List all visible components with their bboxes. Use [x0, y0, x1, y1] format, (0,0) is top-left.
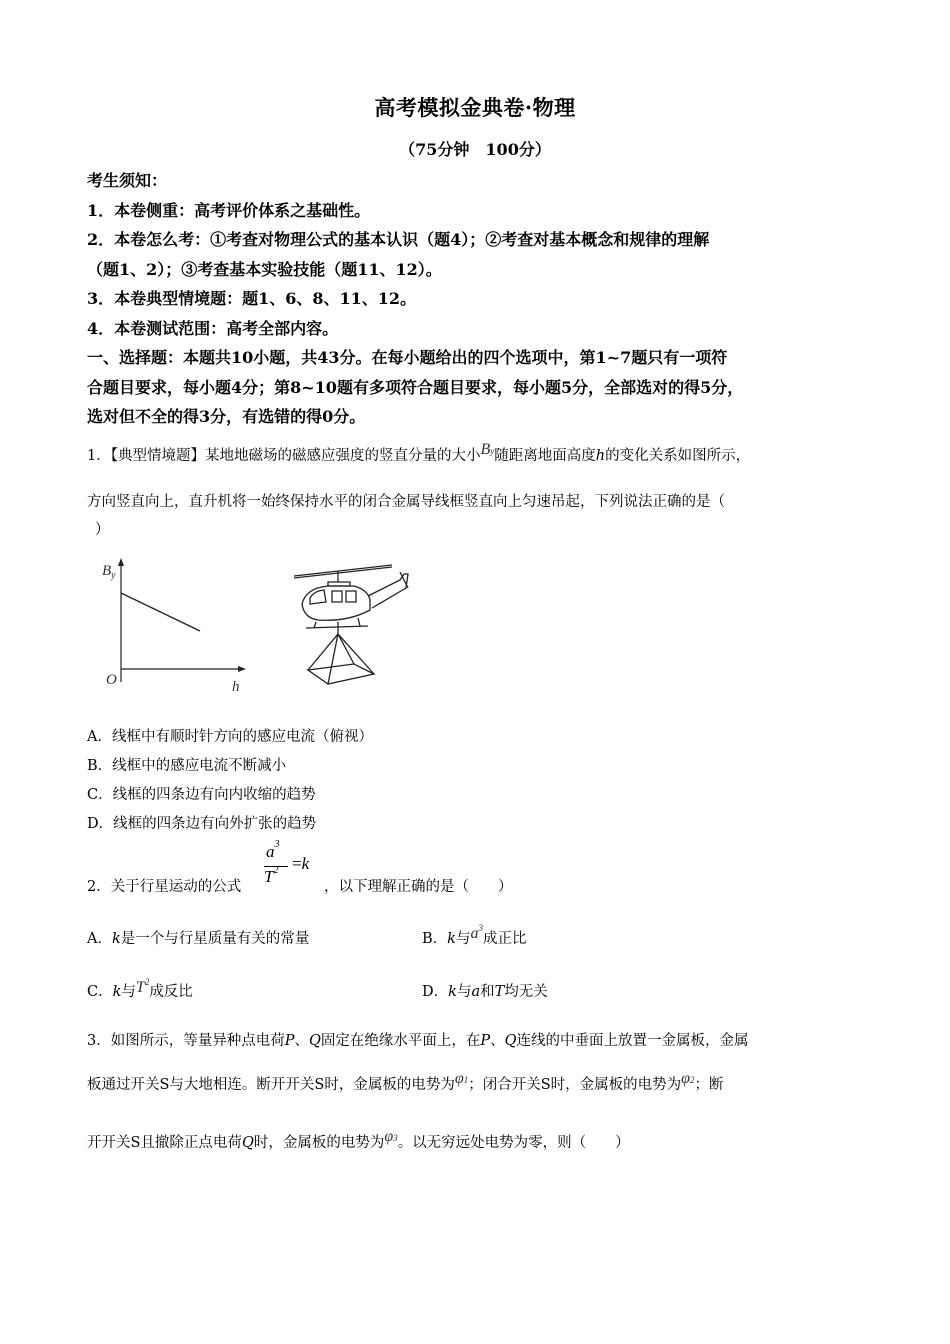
q1-symbol-By — [480, 441, 494, 458]
q2-option-b — [422, 923, 527, 948]
formula-T-sup: 2 — [273, 865, 279, 876]
formula-a: a — [266, 842, 275, 861]
q1-var-h: h — [595, 448, 606, 464]
q2-opt-c-sup: 2 — [144, 977, 150, 987]
q2-option-d — [422, 980, 548, 1001]
q1-stem-b: 随距离地面高度 — [494, 448, 596, 464]
q2-opt-c-T: T — [135, 979, 145, 996]
rotor-blade — [294, 565, 392, 576]
q3-l2-c: ；断 — [694, 1077, 724, 1093]
q1-by-h-graph — [88, 552, 258, 698]
q1-option-d: D．线框的四条边有向外扩张的趋势 — [87, 816, 317, 832]
graph-origin-label: O — [106, 672, 117, 688]
q2-option-a — [87, 927, 309, 948]
section1-line-1: 一、选择题：本题共10小题，共43分。在每小题给出的四个选项中，第1~7题只有一项符 — [87, 348, 728, 367]
formula-a-sup: 3 — [274, 839, 280, 850]
q2-stem-a: 2．关于行星运动的公式 — [87, 879, 242, 895]
q3-phi1-sym: φ — [454, 1070, 464, 1087]
exam-duration-score: （75分钟 100分） — [399, 140, 551, 159]
q2-opt-c-label: C． — [87, 984, 113, 1000]
q2-opt-d-and: 和 — [480, 984, 495, 1000]
q3-Q: Q — [309, 1033, 321, 1049]
q2-opt-d-tail: 均无关 — [504, 984, 548, 1000]
q1-option-a: A．线框中有顺时针方向的感应电流（俯视） — [87, 729, 373, 745]
q2-stem-b: ，以下理解正确的是（ ） — [324, 879, 513, 895]
q2-opt-a-text: 是一个与行星质量有关的常量 — [120, 931, 310, 947]
q2-opt-a-label: A． — [87, 931, 112, 947]
q2-opt-b-tail: 成正比 — [482, 931, 527, 947]
q1-stem-c: 的变化关系如图所示， — [605, 448, 751, 464]
section1-line-2: 合题目要求，每小题4分；第8~10题有多项符合题目要求，每小题5分，全部选对的得5分， — [87, 378, 744, 397]
helicopter-drawing — [294, 565, 408, 684]
q2-opt-b-a: a — [470, 925, 479, 942]
q3-phi3 — [384, 1128, 397, 1145]
q1-stem-a: 1．【典型情境题】某地地磁场的磁感应强度的竖直分量的大小 — [87, 448, 481, 464]
q1-helicopter-figure — [288, 560, 418, 690]
q3-P: P — [284, 1033, 295, 1049]
notice-item-1: 1．本卷侧重：高考评价体系之基础性。 — [87, 201, 371, 220]
graph-y-label-sub: y — [111, 570, 116, 581]
q1-stem-line-3: ） — [95, 522, 110, 538]
rotor-blade-edge — [294, 567, 392, 578]
graph-by-line — [121, 593, 200, 631]
q2-opt-c-T2 — [136, 979, 149, 996]
q2-formula — [262, 840, 322, 892]
formula-T: T — [264, 867, 274, 886]
q2-opt-d-T: T — [494, 984, 505, 1000]
q1-stem-line-2: 方向竖直向上，直升机将一始终保持水平的闭合金属导线框竖直向上匀速吊起，下列说法正确的是（ — [87, 494, 725, 510]
q3-phi2 — [681, 1070, 694, 1087]
wire-frame — [308, 664, 374, 684]
side-window-1 — [332, 591, 342, 602]
notice-item-2-cont: （题1、2）；③考查基本实验技能（题11、12）。 — [87, 260, 442, 279]
q3-line-1 — [87, 1029, 749, 1050]
q1-stem-line-1 — [87, 441, 751, 465]
q3-Q-2: Q — [504, 1033, 517, 1049]
q3-l1-b: 固定在绝缘水平面上，在 — [320, 1033, 481, 1049]
q3-line-3 — [87, 1128, 630, 1152]
q2-opt-b-label: B． — [422, 931, 448, 947]
q3-l3-a: 开开关S且撤除正点电荷 — [87, 1135, 242, 1151]
formula-numerator — [266, 839, 280, 862]
q3-Q-3: Q — [241, 1135, 254, 1151]
q3-sep: 、 — [294, 1033, 309, 1049]
notice-item-2: 2．本卷怎么考：①考查对物理公式的基本认识（题4）；②考查对基本概念和规律的理解 — [87, 230, 710, 249]
q2-opt-d-a: a — [471, 984, 481, 1000]
q1-option-c: C．线框的四条边有向内收缩的趋势 — [87, 787, 316, 803]
graph-y-arrow — [118, 558, 124, 566]
notice-heading: 考生须知： — [87, 171, 168, 190]
q3-sep-2: 、 — [490, 1033, 505, 1049]
graph-y-label — [102, 563, 116, 581]
side-window-2 — [346, 591, 356, 602]
graph-y-label-main: B — [102, 563, 112, 579]
tail-boom — [368, 574, 408, 608]
formula-rhs: =k — [292, 854, 310, 873]
graph-x-label: h — [232, 679, 240, 695]
q2-opt-c-tail: 成反比 — [149, 984, 193, 1000]
q3-l1-a: 3．如图所示，等量异种点电荷 — [87, 1033, 285, 1049]
q2-opt-a-k: k — [111, 931, 121, 947]
q3-l2-a: 板通过开关S与大地相连。断开开关S时，金属板的电势为 — [87, 1077, 455, 1093]
q1-option-b: B．线框中的感应电流不断减小 — [87, 758, 287, 774]
q2-opt-d-text: 与 — [456, 984, 472, 1000]
q3-l2-b: ；闭合开关S时，金属板的电势为 — [468, 1077, 682, 1093]
q2-opt-b-text: 与 — [455, 931, 471, 947]
notice-item-4: 4．本卷测试范围：高考全部内容。 — [87, 319, 339, 338]
cockpit-window — [310, 590, 326, 604]
graph-x-arrow — [238, 666, 246, 672]
q1-sym-B: B — [480, 441, 491, 458]
q3-phi3-sym: φ — [384, 1128, 394, 1145]
section1-line-3: 选对但不全的得3分，有选错的得0分。 — [87, 407, 366, 426]
q2-option-c — [87, 977, 193, 1001]
q3-phi1 — [455, 1070, 468, 1087]
q2-opt-b-a3 — [470, 925, 483, 942]
q1-sym-B-sub: y — [490, 446, 495, 456]
q3-phi3-sub: 3 — [393, 1133, 398, 1143]
q2-opt-b-k: k — [447, 931, 456, 947]
q3-phi2-sub: 2 — [690, 1075, 695, 1085]
q2-opt-d-label: D． — [422, 984, 449, 1000]
q2-opt-c-text: 与 — [121, 984, 136, 1000]
formula-denominator — [264, 867, 278, 887]
q3-phi2-sym: φ — [681, 1070, 691, 1087]
q2-opt-c-k: k — [112, 984, 122, 1000]
exam-title: 高考模拟金典卷·物理 — [374, 95, 576, 120]
q3-l1-c: 连线的中垂面上放置一金属板，金属 — [516, 1033, 749, 1049]
notice-item-3: 3．本卷典型情境题：题1、6、8、11、12。 — [87, 289, 417, 308]
q3-phi1-sub: 1 — [463, 1075, 469, 1085]
q3-l3-c: 。以无穷远处电势为零，则（ ） — [397, 1135, 630, 1151]
q3-l3-b: 时，金属板的电势为 — [253, 1135, 385, 1151]
q2-opt-d-k: k — [448, 984, 457, 1000]
q3-line-2 — [87, 1070, 724, 1094]
q3-P-2: P — [480, 1033, 491, 1049]
q2-opt-b-sup: 3 — [478, 923, 483, 933]
